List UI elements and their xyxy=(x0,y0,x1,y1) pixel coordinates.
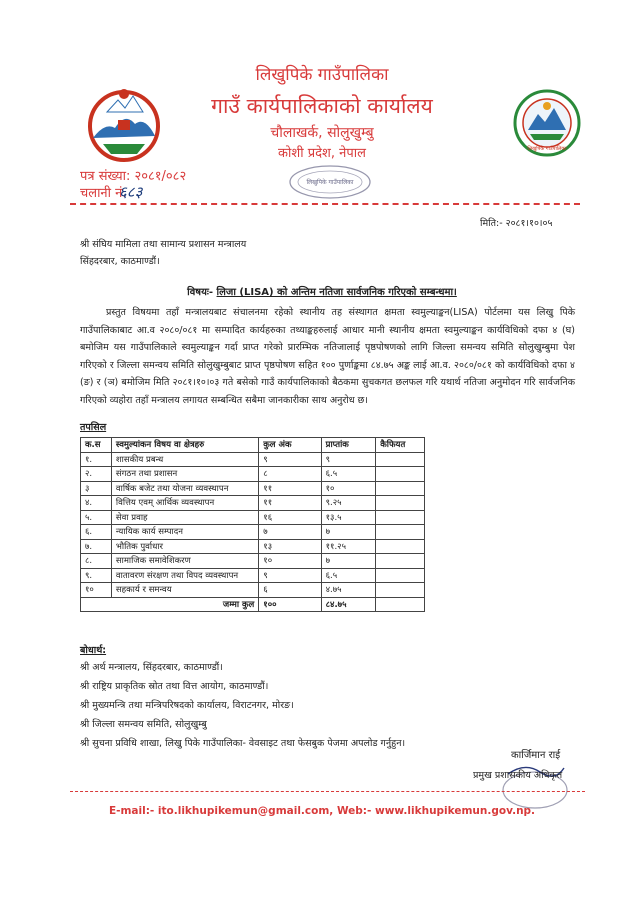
table-cell: ९ xyxy=(259,568,321,583)
table-cell: ६ xyxy=(259,583,321,598)
table-cell: १० xyxy=(81,583,112,598)
table-cell: ९ xyxy=(321,452,376,467)
table-cell: ४. xyxy=(81,496,112,511)
subject-text: लिजा (LISA) को अन्तिम नतिजा सार्वजनिक गरिएको सम्बन्धमा। xyxy=(216,287,457,298)
table-sum-obtained: ८४.७५ xyxy=(321,597,376,612)
table-row xyxy=(81,525,425,540)
table-cell: १६ xyxy=(259,510,321,525)
table-cell xyxy=(376,452,425,467)
table-row xyxy=(81,539,425,554)
table-cell: ८ xyxy=(259,467,321,482)
cc-title: बोधार्थ: xyxy=(80,645,107,656)
table-cell xyxy=(376,568,425,583)
table-cell: सहकार्य र समन्वय xyxy=(111,583,258,598)
table-cell xyxy=(376,510,425,525)
table-cell xyxy=(376,525,425,540)
cc-item: श्री राष्ट्रिय प्राकृतिक स्रोत तथा वित्त आयोग, काठमाण्डौं। xyxy=(80,681,269,692)
table-cell: वातावरण संरक्षण तथा विपद व्यवस्थापन xyxy=(111,568,258,583)
table-cell: २. xyxy=(81,467,112,482)
addressee-line-2: सिंहदरबार, काठमाण्डौं। xyxy=(80,256,160,267)
cc-item: श्री मुख्यमन्त्रि तथा मन्त्रिपरिषदको कार्यालय, विराटनगर, मोरङ। xyxy=(80,700,294,711)
table-cell xyxy=(376,597,425,612)
table-sum-label: जम्मा कुल xyxy=(81,597,259,612)
letter-number: पत्र संख्या: २०८१/०८२ xyxy=(80,169,187,184)
table-cell xyxy=(376,481,425,496)
table-cell: ९.२५ xyxy=(321,496,376,511)
table-cell: ३ xyxy=(81,481,112,496)
table-row xyxy=(81,554,425,569)
subject-label: विषयः- xyxy=(187,287,214,298)
table-sum-row xyxy=(81,597,425,612)
assessment-table xyxy=(80,437,425,612)
table-header-obtained: प्राप्तांक xyxy=(321,438,376,453)
cc-item: श्री अर्थ मन्त्रालय, सिंहदरबार, काठमाण्डौं। xyxy=(80,662,223,673)
table-cell: ११.२५ xyxy=(321,539,376,554)
table-row xyxy=(81,452,425,467)
table-cell: १३.५ xyxy=(321,510,376,525)
table-cell: १३ xyxy=(259,539,321,554)
table-cell: ११ xyxy=(259,481,321,496)
table-cell: शासकीय प्रबन्ध xyxy=(111,452,258,467)
table-cell: ६.५ xyxy=(321,568,376,583)
table-cell xyxy=(376,583,425,598)
table-cell: सामाजिक समावेशिकरण xyxy=(111,554,258,569)
table-cell: ७ xyxy=(321,525,376,540)
office-stamp-icon xyxy=(286,162,374,202)
table-cell: वार्षिक बजेट तथा योजना व्यवस्थापन xyxy=(111,481,258,496)
table-row xyxy=(81,568,425,583)
signatory-title: प्रमुख प्रशासकीय अधिकृत xyxy=(473,770,563,781)
table-row xyxy=(81,496,425,511)
table-cell: १० xyxy=(259,554,321,569)
table-cell xyxy=(376,554,425,569)
table-row xyxy=(81,467,425,482)
table-header-total: कुल अंक xyxy=(259,438,321,453)
addressee-line-1: श्री संघिय मामिला तथा सामान्य प्रशासन मन्त्रालय xyxy=(80,239,247,250)
municipality-logo-text: लिखुपिके गाउँपालिका xyxy=(527,146,567,152)
table-header-item: स्वमुल्यांकन विषय वा क्षेत्रहरु xyxy=(111,438,258,453)
footer-divider xyxy=(70,791,585,792)
dispatch-number-label: चलानी नं. xyxy=(80,186,127,201)
table-cell xyxy=(376,467,425,482)
dispatch-number-handwritten: ६८३ xyxy=(119,183,143,201)
table-header-remark: कैफियत xyxy=(376,438,425,453)
table-cell: ९. xyxy=(81,568,112,583)
table-cell: संगठन तथा प्रशासन xyxy=(111,467,258,482)
letter-date: मिति:- २०८१।१०।०५ xyxy=(480,218,553,229)
table-cell: १. xyxy=(81,452,112,467)
table-cell: ७ xyxy=(321,554,376,569)
letterhead-municipality-name: लिखुपिके गाउँपालिका xyxy=(255,65,389,85)
table-row xyxy=(81,583,425,598)
table-row xyxy=(81,510,425,525)
table-cell: ७ xyxy=(259,525,321,540)
letterhead-province: कोशी प्रदेश, नेपाल xyxy=(278,146,366,161)
table-cell: ५. xyxy=(81,510,112,525)
letterhead-office-name: गाउँ कार्यपालिकाको कार्यालय xyxy=(211,94,433,118)
table-cell: न्यायिक कार्य सम्पादन xyxy=(111,525,258,540)
table-cell xyxy=(376,496,425,511)
table-cell: भौतिक पुर्वाधार xyxy=(111,539,258,554)
office-stamp-text: लिखुपिके गाउँपालिका xyxy=(306,179,354,186)
table-cell: ४.७५ xyxy=(321,583,376,598)
table-cell: ६.५ xyxy=(321,467,376,482)
table-row xyxy=(81,481,425,496)
letterhead-address: चौलाखर्क, सोलुखुम्बु xyxy=(270,125,374,141)
table-cell: सेवा प्रवाह xyxy=(111,510,258,525)
table-cell: ७. xyxy=(81,539,112,554)
table-cell: ९ xyxy=(259,452,321,467)
footer-contact: E-mail:- ito.likhupikemun@gmail.com, Web:- www.likhupikemun.gov.np. xyxy=(108,805,536,817)
table-cell: वित्तिय एवम् आर्थिक व्यवस्थापन xyxy=(111,496,258,511)
letter-body: प्रस्तुत विषयमा तहाँ मन्त्रालयबाट संचालनमा रहेको स्थानीय तह संस्थागत क्षमता स्वमुल्याङ्कन(LISA) पोर्टलमा यस लिखु पिके गाउँपालिकाबाट आ.व २०८०/०८१ मा सम्पादित कार्यहरुका तथ्याङ्कहरुलाई आधार मानी स्थानीय क्षमता स्वमुल्याङ्कन कार्यविधिको दफा ४ (घ) बमोजिम यस गाउँपालिकाले स्वमुल्याङ्कन गर्दा प्राप्त गरेको प्रारम्भिक नतिजालाई पृष्ठपोषणको लागि जिल्ला समन्वय समिति सोलुखुम्बुमा पेश गरिएको र जिल्ला समन्वय समिति सोलुखुम्बुबाट प्राप्त पृष्ठपोषण सहित १०० पुर्णाङ्कमा ८४.७५ अङ्क लाई आ.व. २०८०/०८१ को कार्यविधिको दफा ४ (ङ) र (ञ) बमोजिम मिति २०८१।१०।०३ गते बसेको गाउँ कार्यपालिकाको बैठकमा सुचकगत छलफल गरि यथार्थ नतिजा अनुमोदन गरि सार्वजनिक गरिएको व्यहोरा तहाँ मन्त्रालय लगायत सम्बन्धित सबैमा जानकारीका साथ अनुरोध छ। xyxy=(80,307,575,406)
table-title: तपसिल xyxy=(80,422,107,433)
table-cell: १० xyxy=(321,481,376,496)
table-header-sn: क.स xyxy=(81,438,112,453)
letterhead-divider xyxy=(70,203,580,205)
table-sum-total: १०० xyxy=(259,597,321,612)
cc-item: श्री सुचना प्रविधि शाखा, लिखु पिके गाउँपालिका- वेवसाइट तथा फेसबुक पेजमा अपलोड गर्नुहुन। xyxy=(80,738,406,749)
table-header-row xyxy=(81,438,425,453)
subject-line xyxy=(0,284,644,298)
table-cell xyxy=(376,539,425,554)
table-cell: ६. xyxy=(81,525,112,540)
table-cell: ८. xyxy=(81,554,112,569)
table-cell: ११ xyxy=(259,496,321,511)
signatory-name: कार्जिमान राई xyxy=(511,750,561,761)
cc-item: श्री जिल्ला समन्वय समिति, सोलुखुम्बु xyxy=(80,719,207,730)
